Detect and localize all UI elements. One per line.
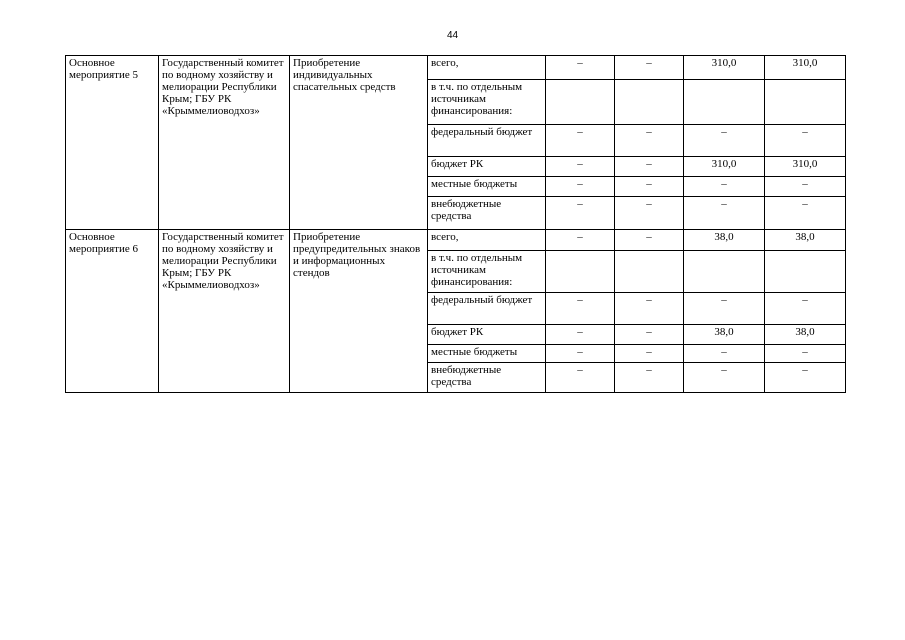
value-cell: 38,0 [765,230,846,251]
value-cell [546,251,615,293]
table-row [66,56,846,80]
value-cell: – [546,230,615,251]
funding-source: бюджет РК [428,325,546,345]
value-cell: – [546,177,615,197]
event-name: Основное мероприятие 6 [66,230,159,393]
event-description: Приобретение индивидуальных спасательных средств [290,56,428,230]
value-cell: – [546,56,615,80]
table-row [66,230,846,251]
value-cell: – [765,125,846,157]
event-name: Основное мероприятие 5 [66,56,159,230]
value-cell: – [615,230,684,251]
value-cell: – [765,345,846,363]
value-cell: 310,0 [684,56,765,80]
value-cell: – [615,325,684,345]
value-cell: – [684,345,765,363]
value-cell: – [615,177,684,197]
value-cell [615,251,684,293]
event-description: Приобретение предупредительных знаков и информационных стендов [290,230,428,393]
value-cell: – [546,325,615,345]
value-cell [546,80,615,125]
funding-source: федеральный бюджет [428,125,546,157]
value-cell [615,80,684,125]
value-cell: – [546,363,615,393]
value-cell: 310,0 [765,157,846,177]
value-cell: – [615,363,684,393]
organizations: Государственный комитет по водному хозяйству и мелиорации Республики Крым; ГБУ РК «Крыммелиоводхоз» [159,230,290,393]
value-cell: 310,0 [765,56,846,80]
funding-table [65,55,846,393]
funding-source: в т.ч. по отдельным источникам финансирования: [428,80,546,125]
page-number: 44 [446,30,459,41]
value-cell: – [765,197,846,230]
value-cell: – [615,56,684,80]
value-cell: – [615,345,684,363]
value-cell: 38,0 [684,230,765,251]
value-cell: 38,0 [684,325,765,345]
funding-source: всего, [428,56,546,80]
value-cell: – [684,197,765,230]
value-cell: – [546,125,615,157]
value-cell: – [684,125,765,157]
funding-source: федеральный бюджет [428,293,546,325]
value-cell [684,251,765,293]
value-cell: – [684,363,765,393]
value-cell: – [546,197,615,230]
value-cell: – [615,197,684,230]
value-cell: – [684,177,765,197]
value-cell: 38,0 [765,325,846,345]
funding-source: внебюджетные средства [428,197,546,230]
value-cell: – [615,293,684,325]
value-cell [765,251,846,293]
value-cell [765,80,846,125]
funding-source: внебюджетные средства [428,363,546,393]
value-cell: – [615,125,684,157]
funding-source: всего, [428,230,546,251]
value-cell: – [765,363,846,393]
value-cell: – [546,293,615,325]
value-cell: 310,0 [684,157,765,177]
funding-source: местные бюджеты [428,345,546,363]
value-cell: – [546,157,615,177]
funding-source: бюджет РК [428,157,546,177]
value-cell: – [546,345,615,363]
value-cell [684,80,765,125]
value-cell: – [615,157,684,177]
value-cell: – [765,293,846,325]
organizations: Государственный комитет по водному хозяйству и мелиорации Республики Крым; ГБУ РК «Крыммелиоводхоз» [159,56,290,230]
funding-source: местные бюджеты [428,177,546,197]
value-cell: – [765,177,846,197]
value-cell: – [684,293,765,325]
funding-source: в т.ч. по отдельным источникам финансирования: [428,251,546,293]
